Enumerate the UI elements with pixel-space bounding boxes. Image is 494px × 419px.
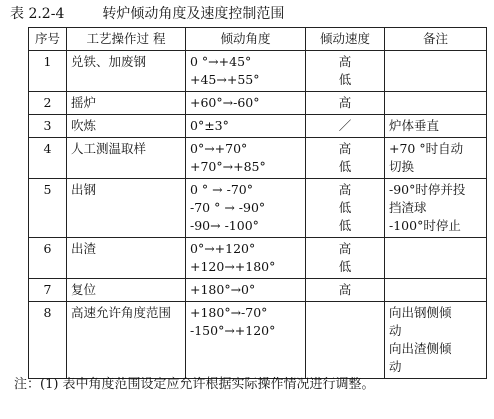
cell-tilt-speed-line: 低 — [338, 72, 352, 87]
cell-tilt-angle-line: +45→+55° — [190, 72, 260, 87]
cell-tilt-angle-line: 0°→+120° — [190, 241, 256, 256]
cell-operation — [67, 138, 186, 179]
header-tilt-speed: 倾动速度 — [306, 28, 385, 51]
cell-remarks — [385, 302, 487, 379]
cell-operation-line: 出渣 — [71, 241, 97, 256]
cell-tilt-speed-line: 高 — [338, 54, 352, 69]
cell-tilt-angle — [186, 279, 306, 302]
cell-remarks — [385, 279, 487, 302]
cell-operation — [67, 238, 186, 279]
cell-remarks — [385, 51, 487, 92]
cell-operation — [67, 115, 186, 138]
cell-operation-line: 人工测温取样 — [71, 141, 147, 156]
cell-remarks-line: +70 °时自动 — [389, 141, 464, 156]
cell-tilt-speed — [306, 92, 385, 115]
cell-index-line: 8 — [43, 305, 52, 320]
cell-index — [29, 179, 67, 238]
cell-remarks-line: -100°时停止 — [389, 218, 461, 233]
cell-operation — [67, 51, 186, 92]
footnote: 注：(1) 表中角度范围设定应允许根据实际操作情况进行调整。 — [14, 377, 375, 392]
cell-operation — [67, 302, 186, 379]
cell-tilt-speed-line: 高 — [338, 241, 352, 256]
cell-operation — [67, 179, 186, 238]
cell-tilt-speed-line: ／ — [338, 118, 352, 133]
cell-tilt-angle-line: +70°→+85° — [190, 159, 266, 174]
table-row — [29, 115, 487, 138]
cell-remarks-line: 炉体垂直 — [389, 118, 440, 133]
table-caption — [10, 4, 284, 24]
cell-index — [29, 302, 67, 379]
cell-tilt-angle-line: -90→ -100° — [190, 218, 259, 233]
cell-tilt-angle-line: +180°→-70° — [190, 305, 268, 320]
cell-index-line: 2 — [43, 95, 52, 110]
table-row — [29, 92, 487, 115]
cell-operation-line: 吹炼 — [71, 118, 97, 133]
cell-tilt-angle — [186, 179, 306, 238]
cell-remarks — [385, 138, 487, 179]
cell-tilt-angle-line: 0°±3° — [190, 118, 229, 133]
table-row — [29, 238, 487, 279]
cell-tilt-angle-line: -70 ° → -90° — [190, 200, 266, 215]
cell-tilt-angle — [186, 138, 306, 179]
cell-tilt-angle — [186, 51, 306, 92]
cell-index — [29, 51, 67, 92]
cell-tilt-speed-line: 低 — [338, 200, 352, 215]
cell-tilt-speed-line: 高 — [338, 182, 352, 197]
cell-tilt-angle-line: +60°→-60° — [190, 95, 260, 110]
cell-operation-line: 摇炉 — [71, 95, 97, 110]
cell-index-line: 3 — [43, 118, 52, 133]
table-row — [29, 302, 487, 379]
cell-index — [29, 279, 67, 302]
cell-operation — [67, 92, 186, 115]
cell-tilt-speed — [306, 138, 385, 179]
table-row — [29, 179, 487, 238]
cell-tilt-speed-line: 高 — [338, 95, 352, 110]
cell-index-line: 1 — [43, 54, 52, 69]
cell-operation-line: 兑铁、加废钢 — [71, 54, 147, 69]
cell-tilt-angle-line: +120→+180° — [190, 259, 276, 274]
cell-tilt-speed-line: 低 — [338, 159, 352, 174]
cell-tilt-angle-line: 0°→+70° — [190, 141, 248, 156]
cell-index — [29, 92, 67, 115]
cell-tilt-speed-line: 低 — [338, 259, 352, 274]
cell-operation-line: 复位 — [71, 282, 97, 297]
cell-index — [29, 238, 67, 279]
cell-tilt-angle — [186, 92, 306, 115]
cell-tilt-angle — [186, 302, 306, 379]
cell-remarks-line: 向出渣侧倾 — [389, 341, 452, 356]
table-title: 转炉倾动角度及速度控制范围 — [102, 6, 285, 22]
cell-tilt-angle-line: +180°→0° — [190, 282, 256, 297]
cell-remarks-line: 挡渣球 — [389, 200, 427, 215]
header-tilt-angle: 倾动角度 — [186, 28, 306, 51]
table-row — [29, 138, 487, 179]
header-index: 序号 — [29, 28, 67, 51]
cell-remarks — [385, 115, 487, 138]
cell-index-line: 7 — [43, 282, 52, 297]
cell-tilt-speed-line: 高 — [338, 141, 352, 156]
cell-index — [29, 138, 67, 179]
cell-remarks — [385, 238, 487, 279]
cell-remarks-line: 动 — [389, 323, 402, 338]
cell-index-line: 4 — [43, 141, 52, 156]
cell-tilt-speed — [306, 302, 385, 379]
cell-tilt-angle — [186, 238, 306, 279]
table-body — [29, 51, 487, 379]
cell-tilt-speed — [306, 179, 385, 238]
cell-index-line: 5 — [43, 182, 52, 197]
cell-remarks-line: 向出钢侧倾 — [389, 305, 452, 320]
cell-tilt-speed — [306, 238, 385, 279]
table-row — [29, 279, 487, 302]
cell-tilt-speed — [306, 51, 385, 92]
header-remarks: 备注 — [385, 28, 487, 51]
cell-operation — [67, 279, 186, 302]
cell-tilt-speed — [306, 279, 385, 302]
cell-tilt-angle-line: 0 °→+45° — [190, 54, 252, 69]
cell-tilt-speed-line: 低 — [338, 218, 352, 233]
table-number: 表 2.2-4 — [10, 6, 65, 22]
table-row — [29, 51, 487, 92]
cell-remarks-line: 切换 — [389, 159, 415, 174]
table-header-row — [29, 28, 487, 51]
tilt-control-table — [28, 27, 487, 379]
cell-index — [29, 115, 67, 138]
cell-remarks — [385, 92, 487, 115]
cell-tilt-angle-line: -150°→+120° — [190, 323, 276, 338]
cell-remarks-line: 动 — [389, 359, 402, 374]
header-operation: 工艺操作过 程 — [67, 28, 186, 51]
cell-remarks — [385, 179, 487, 238]
cell-operation-line: 高速允许角度范围 — [71, 305, 172, 320]
cell-operation-line: 出钢 — [71, 182, 97, 197]
cell-tilt-speed-line: 高 — [338, 282, 352, 297]
cell-tilt-angle — [186, 115, 306, 138]
cell-index-line: 6 — [43, 241, 52, 256]
cell-tilt-angle-line: 0 ° → -70° — [190, 182, 253, 197]
cell-remarks-line: -90°时停并投 — [389, 182, 466, 197]
cell-tilt-speed — [306, 115, 385, 138]
